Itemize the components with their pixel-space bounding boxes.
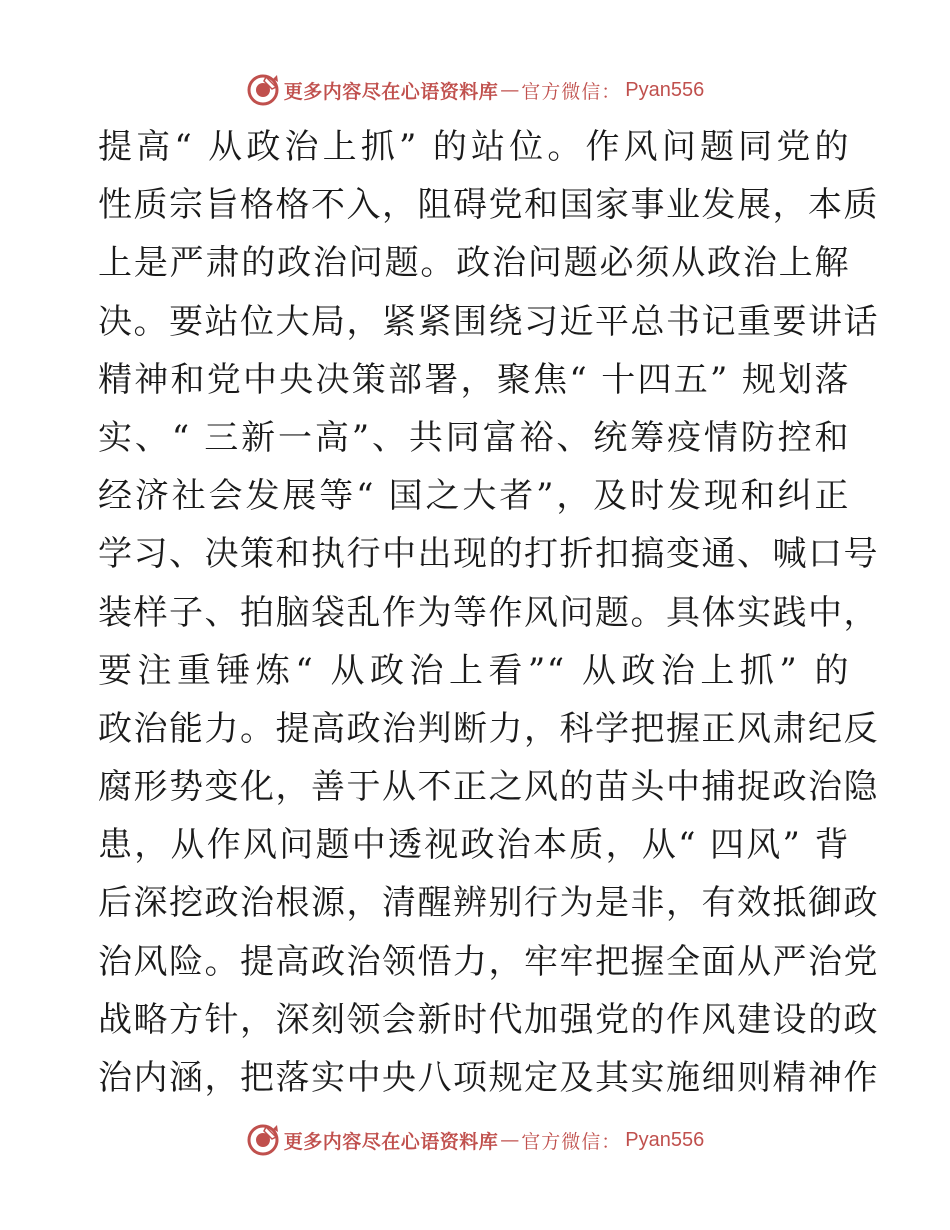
- body-line: 患，从作风问题中透视政治本质，从“ 四风” 背: [98, 825, 850, 866]
- body-line: 治内涵，把落实中央八项规定及其实施细则精神作: [98, 1058, 879, 1098]
- body-line: 提高“ 从政治上抓” 的站位。作风问题同党的: [98, 127, 850, 167]
- body-line: 要注重锤炼“ 从政治上看”“ 从政治上抓” 的: [98, 650, 850, 691]
- body-line: 实、“ 三新一高”、共同富裕、统筹疫情防控和: [98, 417, 850, 458]
- banner-wechat-id: Pyan556: [625, 78, 705, 101]
- body-line: 决。要站位大局，紧紧围绕习近平总书记重要讲话: [98, 301, 879, 342]
- banner-dash: —: [500, 1129, 520, 1151]
- body-line: 上是严肃的政治问题。政治问题必须从政治上解: [98, 243, 850, 284]
- body-line: 后深挖政治根源，清醒辨别行为是非，有效抵御政: [98, 883, 879, 924]
- body-line: 战略方针，深刻领会新时代加强党的作风建设的政: [98, 999, 879, 1040]
- footer-banner: [0, 1120, 950, 1160]
- body-line: 精神和党中央决策部署，聚焦“ 十四五” 规划落: [98, 359, 850, 400]
- body-line: 装样子、拍脑袋乱作为等作风问题。具体实践中，: [98, 592, 879, 633]
- body-line: 治风险。提高政治领悟力，牢牢把握全面从严治党: [98, 941, 879, 982]
- logo-icon: [246, 73, 280, 107]
- body-line: 经济社会发展等“ 国之大者”，及时发现和纠正: [98, 476, 850, 517]
- banner-slogan: 更多内容尽在心语资料库: [283, 1130, 499, 1153]
- banner-official-label: 官方微信：: [521, 80, 622, 103]
- header-banner: [0, 70, 950, 110]
- banner-slogan: 更多内容尽在心语资料库: [283, 80, 499, 103]
- banner-wechat-id: Pyan556: [625, 1128, 705, 1151]
- banner-dash: —: [500, 79, 520, 101]
- body-line: 腐形势变化，善于从不正之风的苗头中捕捉政治隐: [98, 767, 879, 808]
- body-line: 学习、决策和执行中出现的打折扣搞变通、喊口号: [98, 534, 879, 575]
- body-line: 政治能力。提高政治判断力，科学把握正风肃纪反: [98, 708, 879, 749]
- body-line: 性质宗旨格格不入，阻碍党和国家事业发展，本质: [98, 185, 879, 226]
- banner-official-label: 官方微信：: [521, 1130, 622, 1153]
- document-body: [98, 118, 879, 1107]
- logo-icon: [246, 1123, 280, 1157]
